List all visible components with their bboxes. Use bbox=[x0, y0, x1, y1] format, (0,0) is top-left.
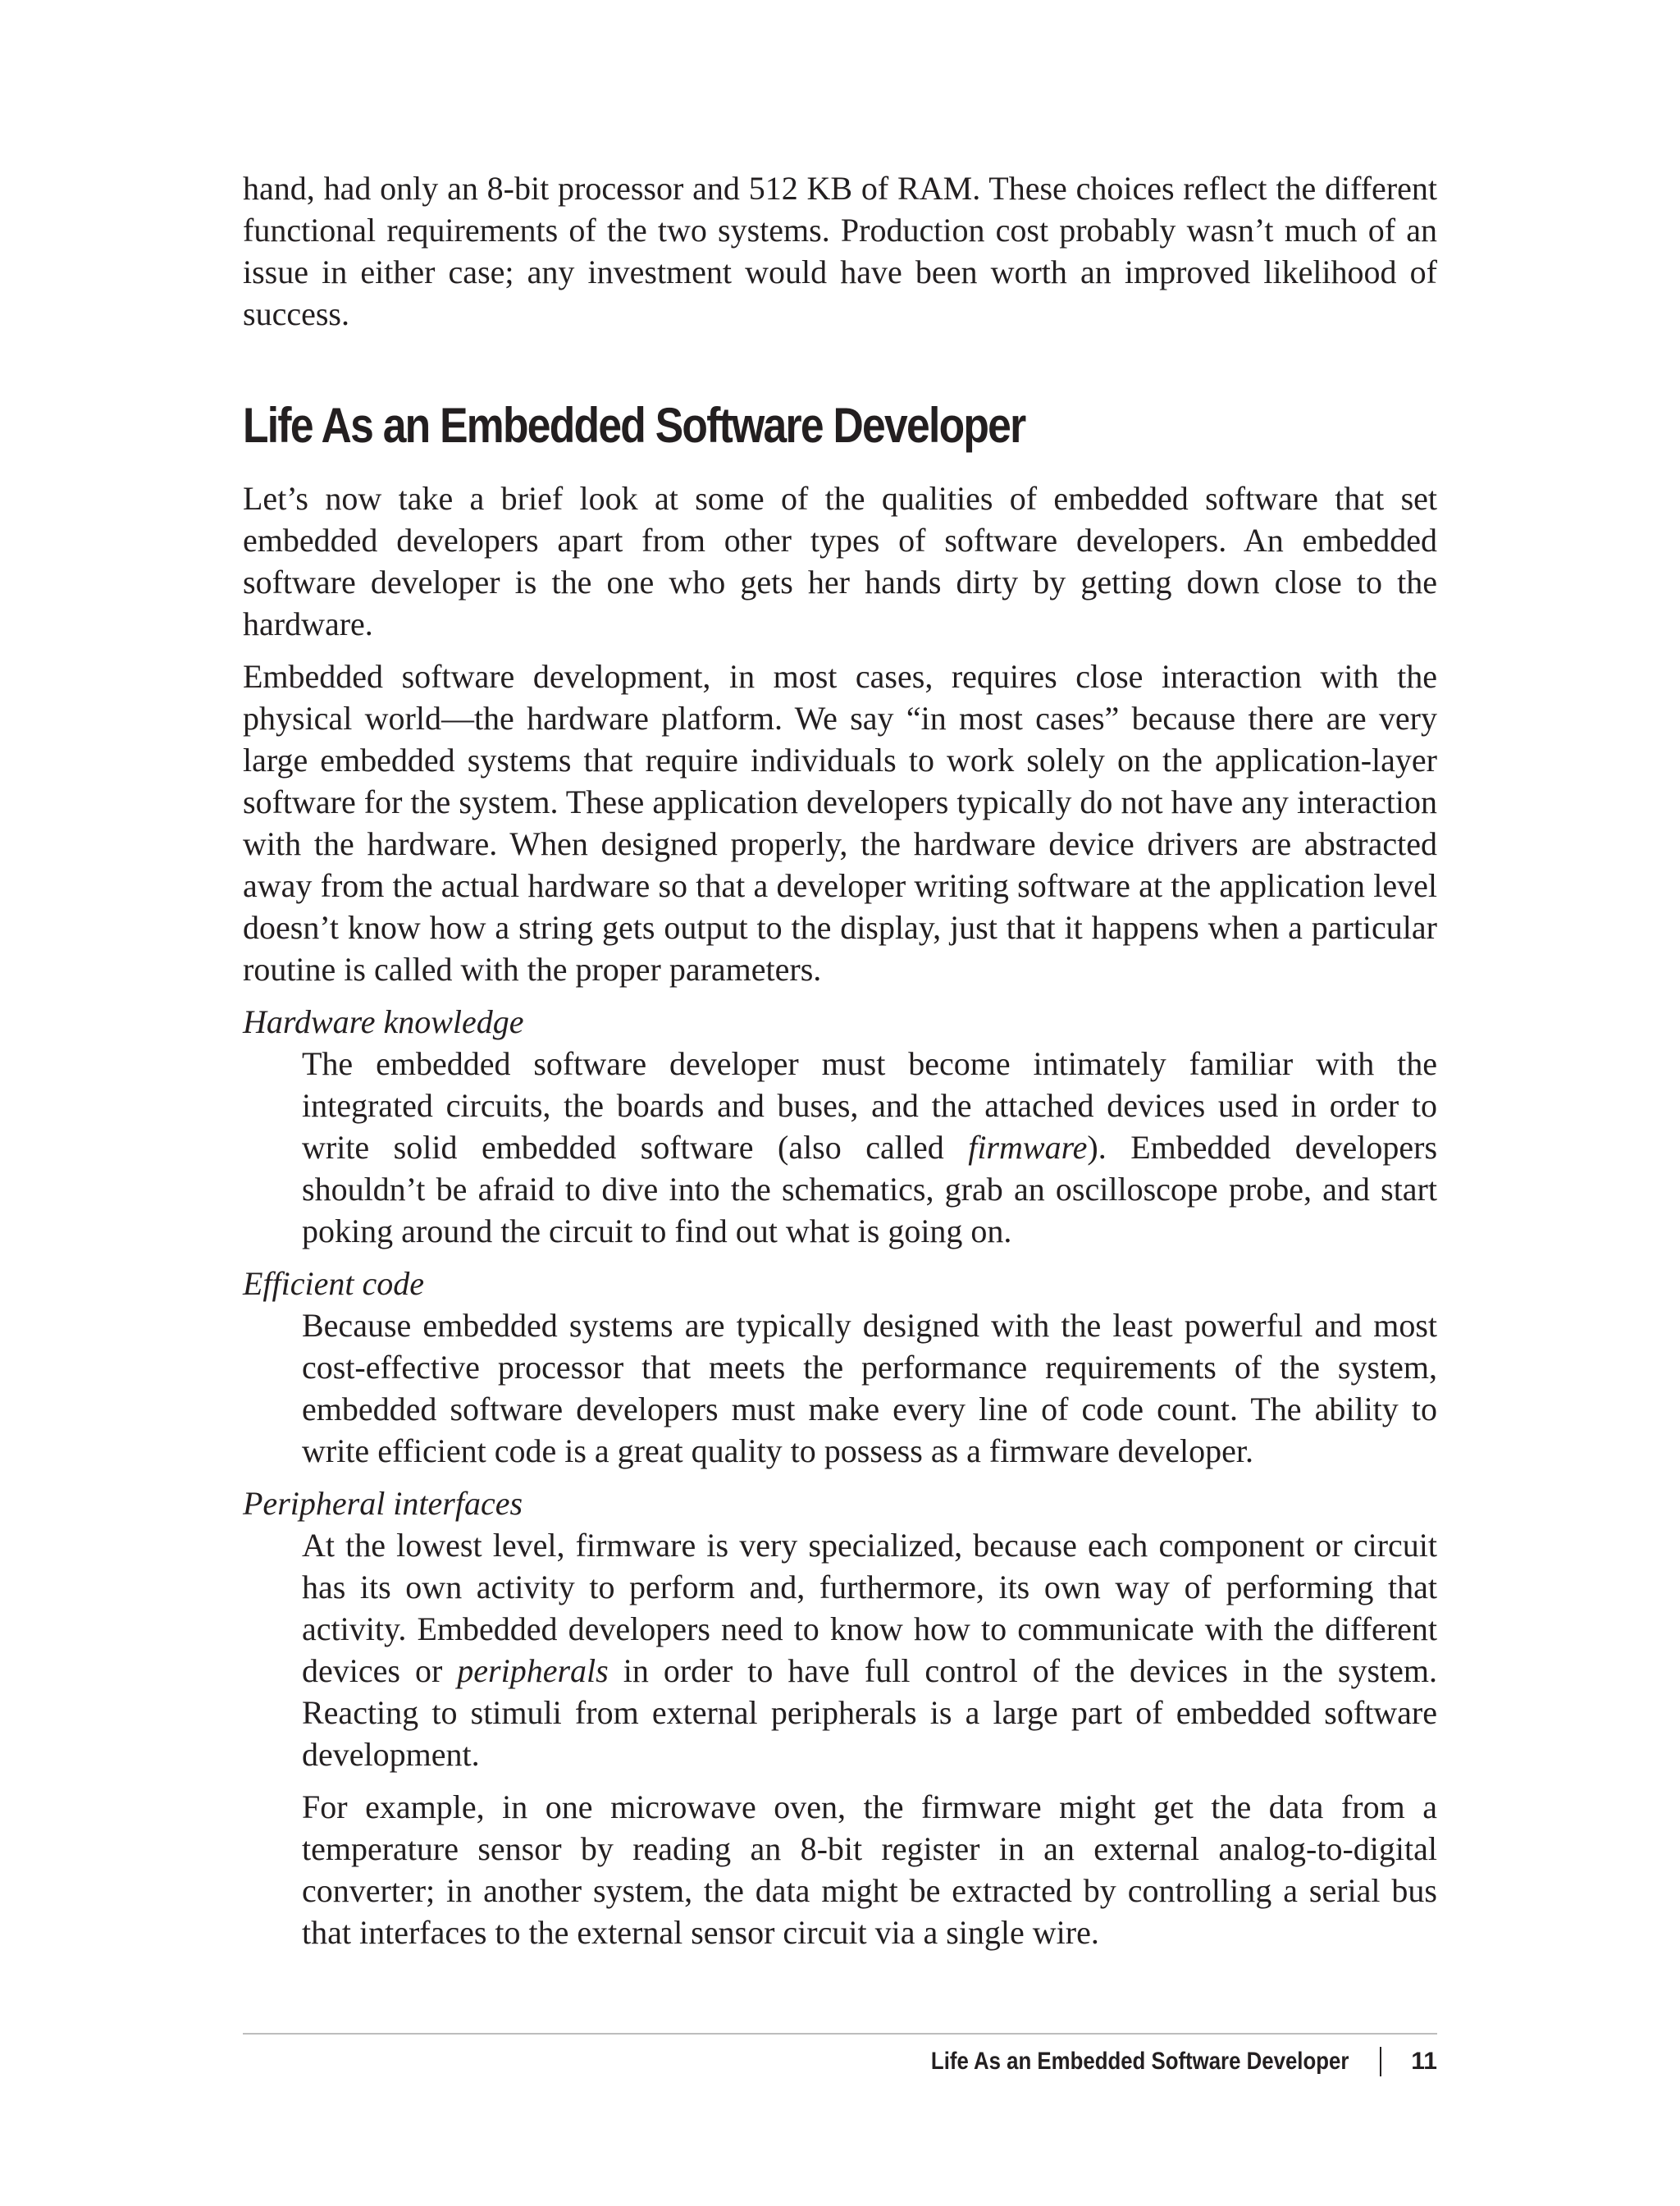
term-efficient-code: Efficient code bbox=[243, 1265, 425, 1302]
definition-peripheral-text-end: in order to have full control of the devices in the system. Reacting to stimuli from external peripherals is a large part of embedded software development. bbox=[302, 1652, 1437, 1773]
definition-peripheral-text bbox=[302, 1524, 1437, 1775]
definition-efficient-text: Because embedded systems are typically designed with the least powerful and most cost-effective processor that meets the performance requirements of the system, embedded software developers must make every line of code count. The ability to write efficient code is a great quality to possess as a firmware developer. bbox=[302, 1307, 1437, 1469]
running-title: Life As an Embedded Software Developer bbox=[930, 2048, 1349, 2075]
term-hardware-knowledge: Hardware knowledge bbox=[243, 1003, 524, 1040]
page-number: 11 bbox=[1411, 2048, 1437, 2075]
firmware-term: firmware bbox=[968, 1129, 1088, 1166]
body-paragraph-2: Embedded software development, in most cases, requires close interaction with the physical world—the hardware platform. We say “in most cases” because there are very large embedded systems that require individuals to work solely on the application-layer software for the system. These application developers typically do not have any interaction with the hardware. When designed properly, the hardware device drivers are abstracted away from the actual hardware so that a developer writing software at the application level doesn’t know how a string gets output to the display, just that it happens when a particular routine is called with the proper parameters. bbox=[243, 658, 1437, 988]
page-body bbox=[243, 167, 1437, 1964]
definition-hardware-text bbox=[302, 1043, 1437, 1252]
peripherals-term: peripherals bbox=[457, 1652, 609, 1689]
footer-divider bbox=[243, 2033, 1437, 2035]
section-heading: Life As an Embedded Software Developer bbox=[243, 398, 1025, 453]
definition-efficient-code bbox=[302, 1304, 1437, 1472]
page-footer bbox=[863, 2045, 1437, 2078]
body-paragraph-1: Let’s now take a brief look at some of the qualities of embedded software that set embedded developers apart from other types of software developers. An embedded software developer is the one who gets her hands dirty by getting down close to the hardware. bbox=[243, 480, 1437, 642]
definition-peripheral-example: For example, in one microwave oven, the firmware might get the data from a temperature sensor by reading an 8-bit register in an external analog-to-digital converter; in another system, the data might be extracted by controlling a serial bus that interfaces to the external sensor circuit via a single wire. bbox=[302, 1788, 1437, 1951]
intro-paragraph: hand, had only an 8-bit processor and 512 KB of RAM. These choices reflect the different functional requirements of the two systems. Production cost probably wasn’t much of an issue in either case; any investment would have been worth an improved likelihood of success. bbox=[243, 170, 1437, 332]
definition-hardware-text-end: ). Embedded developers shouldn’t be afraid to dive into the schematics, grab an oscilloscope probe, and start poking around the circuit to find out what is going on. bbox=[302, 1129, 1438, 1249]
qualities-list bbox=[243, 1001, 1437, 1953]
term-peripheral-interfaces: Peripheral interfaces bbox=[243, 1485, 523, 1522]
footer-separator bbox=[1380, 2047, 1381, 2076]
definition-hardware-knowledge bbox=[302, 1043, 1437, 1252]
definition-hardware-text-start: The embedded software developer must become intimately familiar with the integrated circuits, the boards and buses, and the attached devices used in order to write solid embedded software (also called bbox=[302, 1045, 1437, 1166]
definition-peripheral-text-start: At the lowest level, firmware is very specialized, because each component or circuit has its own activity to perform and, furthermore, its own way of performing that activity. Embedded developers need to know how to communicate with the different devices or bbox=[302, 1527, 1437, 1689]
definition-peripheral-interfaces bbox=[302, 1524, 1437, 1953]
